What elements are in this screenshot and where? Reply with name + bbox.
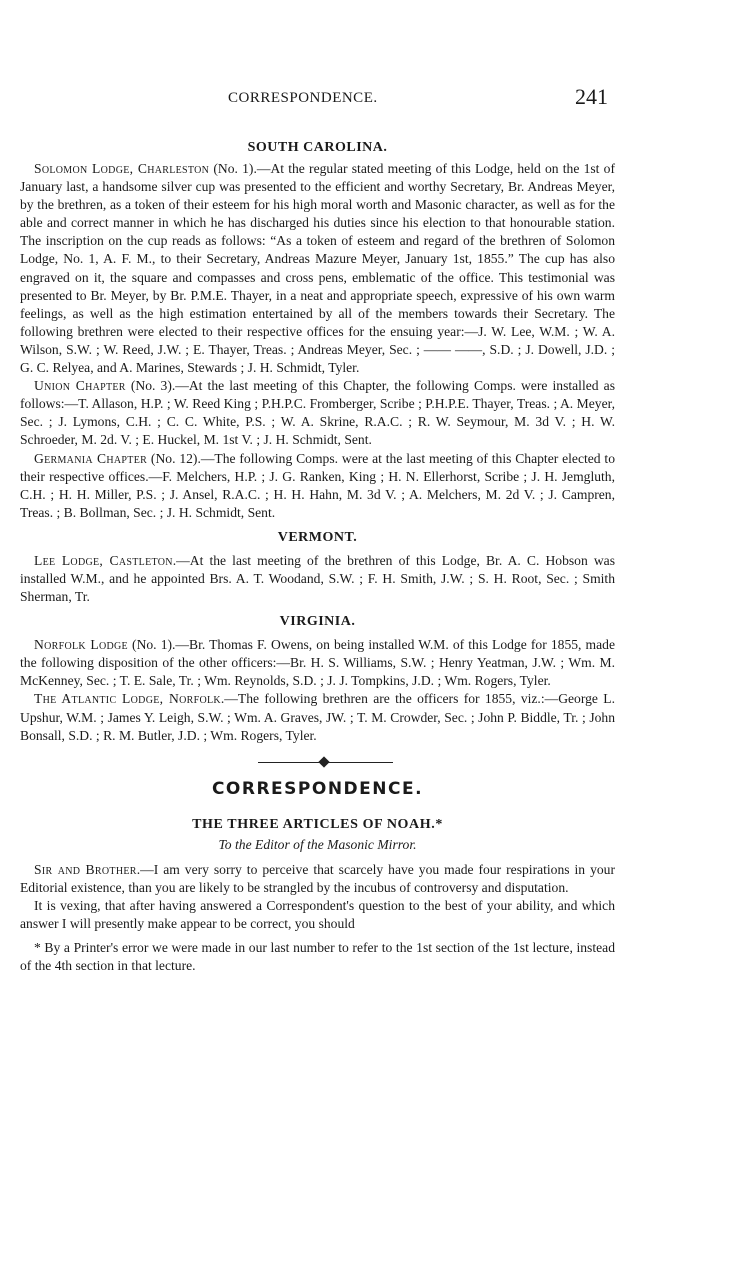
paragraph-text: (No. 1).—At the regular stated meeting of this Lodge, held on the 1st of January last, a handsome silver cup was presented to the efficient and worthy Secretary, Br. Andreas Meyer, by the brethren, as a token of their esteem for his high moral worth and Masonic character, as well as for the able and correct manner in which he has discharged his duties since his election to that honourable station. The inscription on the cup reads as follows: “As a token of esteem and regard of the brethren of Solomon Lodge, No. 1, A. F. M., to their Secretary, Andreas Mazure Meyer, January 1st, 1855.” The cup has also engraved on it, the square and compasses and cross pens, emblematic of the office. This testimonial was presented to Br. Meyer, by Br. P.M.E. Thayer, in a neat and appropriate speech, expressive of his own warm feelings, as well as the high estimation entertained by all of the members towards their Secretary. The following brethren were elected to their respective offices for the ensuing year:—J. W. Lee, W.M. ; W. A. Wilson, S.W. ; W. Reed, J.W. ; E. Thayer, Treas. ; Andreas Meyer, Sec. ; —— ——, S.D. ; J. Dowell, J.D. ; G. C. Relyea, and A. Marines, Stewards ; J. H. Schmidt, Tyler. — [20, 161, 615, 376]
footnote — [20, 939, 615, 975]
section-heading-vermont: VERMONT. — [277, 529, 358, 545]
paragraph-vexing — [20, 897, 615, 933]
article-subtitle: To the Editor of the Masonic Mirror. — [218, 836, 417, 852]
paragraph-norfolk-lodge — [20, 636, 615, 690]
paragraph-text: .—I am very sorry to perceive that scarcely have you made four respirations in your Editorial existence, than you are likely to be strangled by the incubus of controversy and disputation. — [20, 861, 615, 895]
running-title: CORRESPONDENCE. — [228, 90, 378, 106]
ornamental-divider — [20, 747, 615, 777]
paragraph-text: (No. 12).—The following Comps. were at the last meeting of this Chapter elected to their respective offices.—F. Melchers, H.P. ; J. G. Ranken, King ; H. N. Ellerhorst, Scribe ; J. H. Jemgluth, C.H. ; H. H. Miller, P.S. ; J. Ansel, R.A.C. ; H. H. Hahn, M. 3d V. ; A. Melchers, M. 2d V. ; J. Campren, Treas. ; B. Bollman, Sec. ; J. H. Schmidt, Sent. — [20, 450, 616, 520]
chapter-name: Germania Chapter — [34, 450, 148, 466]
paragraph-germania-chapter — [20, 450, 615, 522]
paragraph-solomon-lodge — [20, 160, 615, 377]
chapter-name: Union Chapter — [34, 378, 126, 394]
lodge-name: Norfolk Lodge — [34, 637, 128, 653]
paragraph-atlantic-lodge — [20, 690, 615, 744]
page-number: 241 — [575, 84, 608, 109]
paragraph-text: (No. 1).—Br. Thomas F. Owens, on being installed W.M. of this Lodge for 1855, made the following disposition of the other officers:—Br. H. S. Williams, S.W. ; Henry Yeatman, J.W. ; Wm. M. McKenney, Sec. ; T. E. Sale, Tr. ; Wm. Reynolds, S.D. ; J. J. Tompkins, J.D. ; Wm. Rogers, Tyler. — [20, 637, 615, 689]
section-heading-virginia: VIRGINIA. — [279, 614, 356, 630]
correspondence-heading: CORRESPONDENCE. — [211, 778, 424, 799]
section-heading-south-carolina: SOUTH CAROLINA. — [247, 140, 388, 155]
lodge-name: Solomon Lodge, Charleston — [34, 161, 210, 176]
body-text — [20, 138, 615, 975]
lodge-name: Lee Lodge, Castleton — [34, 552, 173, 568]
lodge-name: The Atlantic Lodge, Norfolk — [34, 691, 221, 707]
paragraph-union-chapter — [20, 377, 615, 449]
footnote-text: * By a Printer's error we were made in our last number to refer to the 1st section of the 1st lecture, instead of the 4th section in that lecture. — [20, 940, 615, 974]
article-title: THE THREE ARTICLES OF NOAH.* — [192, 816, 443, 832]
paragraph-text: (No. 3).—At the last meeting of this Chapter, the following Comps. were installed as follows:—T. Allason, H.P. ; W. Reed King ; P.H.P.C. Fromberger, Scribe ; P.H.P.E. Thayer, Treas. ; A. Meyer, Sec. ; J. Lymons, C.H. ; C. C. White, P.S. ; W. A. Skrine, R.A.C. ; R. W. Seymour, M. 3d V. ; H. W. Schroeder, M. 2d. V. ; E. Huckel, M. 1st V. ; J. H. Schmidt, Sent. — [20, 378, 615, 448]
paragraph-lee-lodge — [20, 552, 615, 606]
paragraph-text: .—At the last meeting of the brethren of this Lodge, Br. A. C. Hobson was installed W.M., and he appointed Brs. A. T. Woodand, S.W. ; F. H. Smith, J.W. ; S. H. Root, Sec. ; Smith Sherman, Tr. — [20, 552, 616, 605]
diamond-ornament-icon — [318, 756, 329, 767]
running-head — [20, 86, 620, 114]
paragraph-text: It is vexing, that after having answered a Correspondent's question to the best of your ability, and which answer I will presently make appear to be correct, you should — [20, 897, 615, 931]
salutation: Sir and Brother — [34, 861, 137, 877]
paragraph-text: .—The following brethren are the officers for 1855, viz.:—George L. Upshur, W.M. ; James Y. Leigh, S.W. ; Wm. A. Graves, JW. ; T. M. Crowder, Sec. ; John P. Biddle, Tr. ; John Bonsall, S.D. ; R. M. Butler, J.D. ; Wm. Rogers, Tyler. — [20, 691, 616, 743]
paragraph-sir-and-brother — [20, 861, 615, 897]
